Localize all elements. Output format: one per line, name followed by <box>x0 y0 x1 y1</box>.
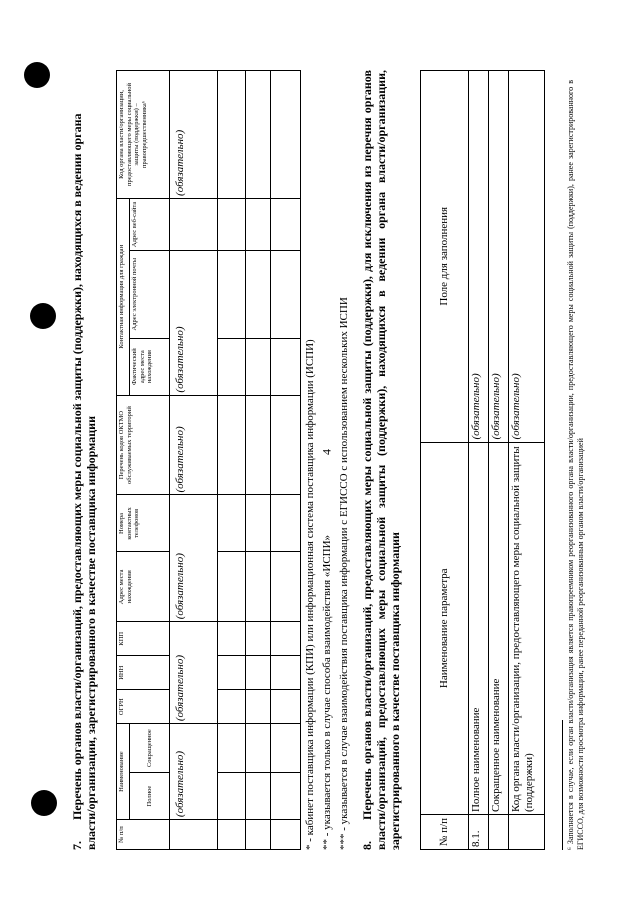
note-1: * - кабинет поставщика информации (КПИ) или информационная система поставщика информации (ИСПИ) <box>304 339 316 850</box>
note-3: *** - указывается в случае взаимодействия поставщика информации с ЕГИССО с использованием нескольких ИСПИ <box>338 297 350 850</box>
cell-contacts: (обязательно) <box>170 250 218 395</box>
header-value: Поле для заполнения <box>421 71 469 443</box>
punch-hole-bottom <box>31 790 57 816</box>
rotated-page-content <box>60 70 600 850</box>
punch-hole-middle <box>30 303 56 329</box>
table-row: 8.1. Полное наименование (обязательно) <box>469 71 489 850</box>
header-name-full: Полное <box>130 773 170 820</box>
cell-oktmo: (обязательно) <box>170 395 218 495</box>
table-row: Код органа власти/организации, предоставляющего меры социальной защиты (поддержки) (обязательно) <box>509 71 545 850</box>
footnote-divider <box>562 720 563 850</box>
header-kpp: КПП <box>117 622 170 656</box>
section8-title: 8.Перечень органов власти/организаций, предоставляющих меры социальной защиты (поддержки), для исключения из перечня органов власти/организаций, предоставляющих меры социальной защиты (поддержки), находящихся в ведении органа власти/организации, зарегистрированного в качестве поставщика информации <box>360 70 402 850</box>
page-number: 4 <box>319 449 334 455</box>
punch-hole-top <box>24 62 50 88</box>
section7-number: 7. <box>70 841 84 850</box>
cell-address-phones: (обязательно) <box>170 495 218 622</box>
header-website: Адрес веб-сайта <box>130 198 170 250</box>
header-contact-group: Контактная информация для граждан <box>117 198 130 395</box>
header-ogrn: ОГРН <box>117 690 170 724</box>
cell-name: (обязательно) <box>170 724 218 820</box>
header-actual-address: Фактический адрес места нахождения <box>130 338 170 395</box>
header-code: Код органа власти/организации, предоставляющего меры социальной защиты (поддержки) – правопредшественника⁶ <box>117 71 170 199</box>
header-num: № п/п <box>117 820 170 850</box>
section8-table <box>420 70 545 850</box>
note-2: ** - указывается только в случае способа взаимодействия «ИСПИ» <box>321 534 333 850</box>
header-inn: ИНН <box>117 656 170 690</box>
header-name-short: Сокращенное <box>130 724 170 773</box>
section7-title: 7.Перечень органов власти/организаций, предоставляющих меры социальной защиты (поддержки), находящихся в ведении органа власти/организации, зарегистрированного в качестве поставщика информации <box>70 113 98 850</box>
header-email: Адрес электронной почты <box>130 250 170 338</box>
header-name: Наименование <box>117 724 130 820</box>
footnote: ⁶ Заполняется в случае, если орган власти/организация является правопреемником реорганизованного органа власти/организации, предоставляющего меры социальной защиты (поддержки), ранее зарегистрированного в ЕГИССО, для возможности просмотра информации, ранее переданной реорганизованным органом власти/организацией <box>566 80 585 850</box>
header-address: Адрес места нахождения <box>117 552 170 622</box>
cell-website <box>170 198 218 250</box>
header-num-8: № п/п <box>421 815 469 850</box>
section7-table <box>116 70 301 850</box>
cell-num <box>170 820 218 850</box>
header-oktmo: Перечень кодов ОКТМО обслуживаемых территорий <box>117 395 170 495</box>
table-row: Сокращенное наименование (обязательно) <box>489 71 509 850</box>
cell-code: (обязательно) <box>170 71 218 199</box>
header-phones: Номера контактных телефонов <box>117 495 170 552</box>
cell-ogrn-inn-kpp: (обязательно) <box>170 622 218 724</box>
section8-number: 8. <box>360 841 374 850</box>
header-param: Наименование параметра <box>421 442 469 815</box>
